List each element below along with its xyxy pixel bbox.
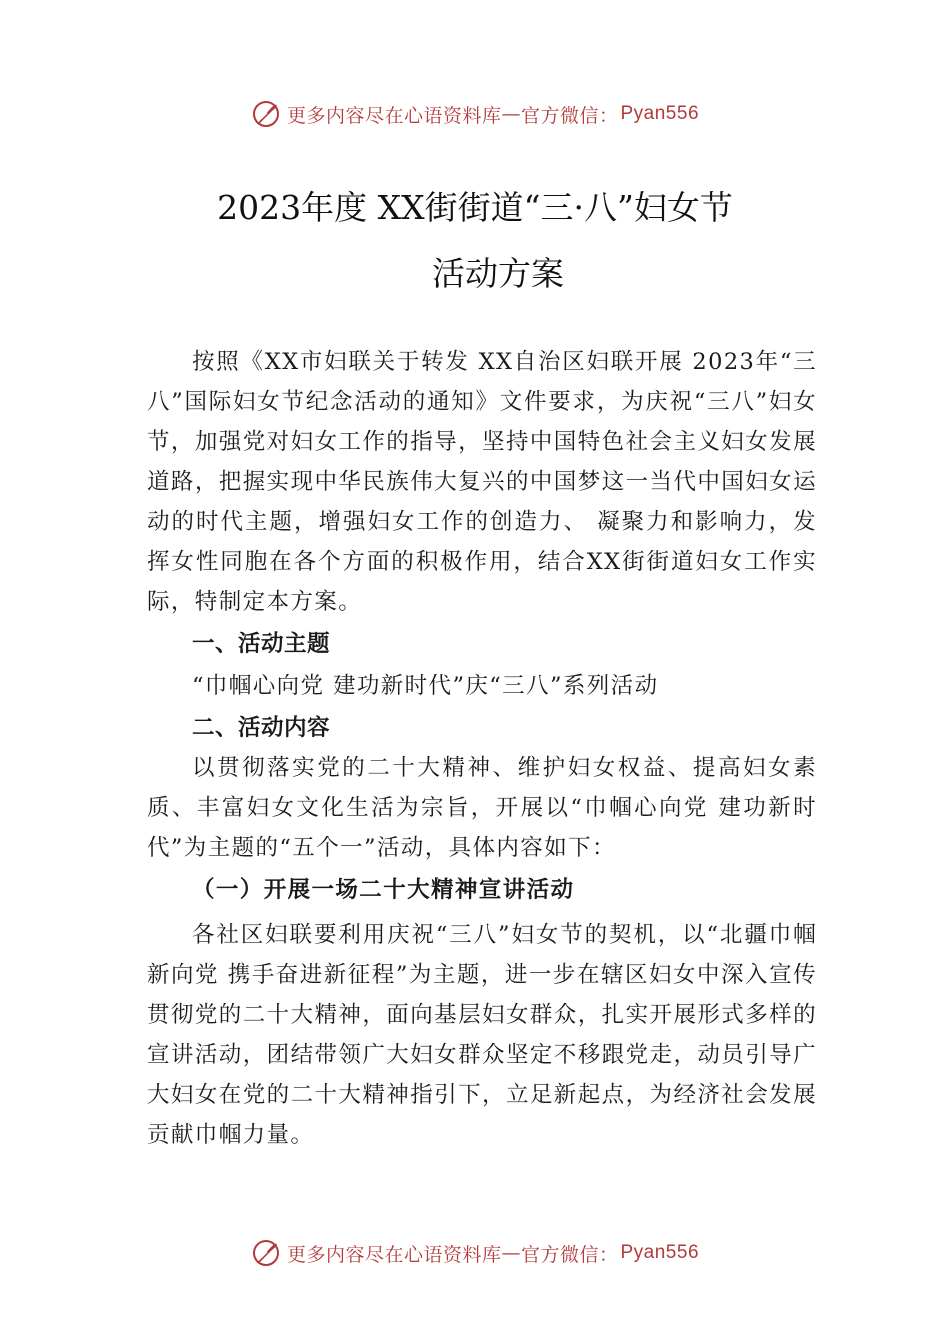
watermark-banner-bottom <box>0 1233 950 1273</box>
watermark-wechat-label: 官方微信： <box>520 104 619 127</box>
watermark-banner-top <box>0 94 950 134</box>
section2-heading: 二、活动内容 <box>192 715 331 741</box>
section1-heading: 一、活动主题 <box>192 631 331 657</box>
intro-paragraph: 按照《XX市妇联关于转发 XX自治区妇联开展 2023年“三八”国际妇女节纪念活动的通知》文件要求，为庆祝“三八”妇女节，加强党对妇女工作的指导，坚持中国特色社会主义妇女发展道路，把握实现中华民族伟大复兴的中国梦这一当代中国妇女运动的时代主题，增强妇女工作的创造力、 凝聚力和影响力，发挥女性同胞在各个方面的积极作用，结合XX街街道妇女工作实际，特制定本方案。 <box>147 349 817 615</box>
document-title-line1: 2023年度 XX街街道“三·八”妇女节 <box>217 188 733 227</box>
watermark-wechat-id: Pyan556 <box>620 1242 700 1263</box>
watermark-wechat-label: 官方微信： <box>520 1243 619 1266</box>
watermark-wechat-id: Pyan556 <box>620 103 700 124</box>
quill-pen-circle-icon <box>251 99 281 129</box>
watermark-dash: — <box>501 1242 521 1264</box>
quill-pen-circle-icon <box>251 1238 281 1268</box>
document-title-line2: 活动方案 <box>432 254 564 293</box>
sub1-heading: （一）开展一场二十大精神宣讲活动 <box>192 877 575 903</box>
watermark-brand-text: 更多内容尽在心语资料库 <box>286 104 502 127</box>
document-body <box>147 342 817 1155</box>
watermark-brand-text: 更多内容尽在心语资料库 <box>286 1243 502 1266</box>
section2-text: 以贯彻落实党的二十大精神、维护妇女权益、提高妇女素质、丰富妇女文化生活为宗旨，开展以“巾帼心向党 建功新时代”为主题的“五个一”活动，具体内容如下： <box>147 755 817 861</box>
sub1-text: 各社区妇联要利用庆祝“三八”妇女节的契机，以“北疆巾帼新向党 携手奋进新征程”为主题，进一步在辖区妇女中深入宣传贯彻党的二十大精神，面向基层妇女群众，扎实开展形式多样的宣讲活动，团结带领广大妇女群众坚定不移跟党走，动员引导广大妇女在党的二十大精神指引下，立足新起点，为经济社会发展贡献巾帼力量。 <box>147 922 817 1148</box>
section1-text: “巾帼心向党 建功新时代”庆“三八”系列活动 <box>192 673 659 699</box>
watermark-dash: — <box>501 103 521 125</box>
